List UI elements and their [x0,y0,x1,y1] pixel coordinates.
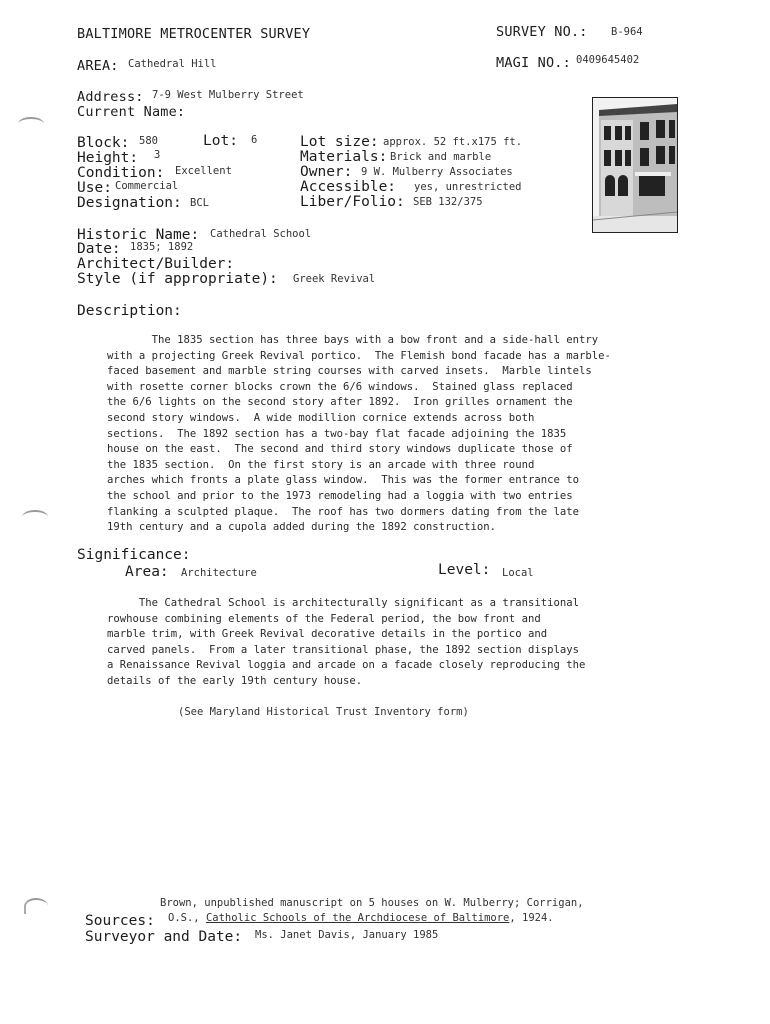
designation-value: BCL [190,197,209,209]
building-photo [592,97,678,233]
sources-title: Catholic Schools of the Archdiocese of Baltimore [205,912,510,924]
punch-hole-mark [18,117,44,131]
architect-label: Architect/Builder: [77,256,235,272]
area-value: Cathedral Hill [128,58,217,70]
description-label: Description: [77,303,182,319]
style-label: Style (if appropriate): [77,271,278,287]
significance-area-label: Area: [125,564,169,580]
level-value: Local [502,567,534,579]
designation-label: Designation: [77,195,182,211]
block-label: Block: [77,135,130,151]
date-label: Date: [77,241,121,257]
sources-prefix: O.S., [168,912,200,924]
lot-label: Lot: [203,133,238,149]
block-value: 580 [139,135,158,147]
address-label: Address: [77,89,144,105]
lot-size-label: Lot size: [300,134,379,150]
lot-value: 6 [251,134,258,146]
owner-label: Owner: [300,164,353,180]
sources-line1: Brown, unpublished manuscript on 5 houses on W. Mulberry; Corrigan, [160,897,584,909]
use-label: Use: [77,180,112,196]
liber-value: SEB 132/375 [413,196,483,208]
accessible-label: Accessible: [300,179,397,195]
date-value: 1835; 1892 [130,241,194,253]
sources-label: Sources: [85,913,155,929]
significance-label: Significance: [77,547,191,563]
survey-title: BALTIMORE METROCENTER SURVEY [77,26,311,42]
sources-suffix: , 1924. [509,912,554,924]
owner-value: 9 W. Mulberry Associates [361,166,513,178]
accessible-value: yes, unrestricted [414,181,522,193]
style-value: Greek Revival [293,273,376,285]
survey-no: B-964 [611,26,643,38]
significance-area-value: Architecture [181,567,257,579]
sources-line2 [168,912,554,924]
materials-label: Materials: [300,149,388,165]
historic-name-label: Historic Name: [77,227,200,243]
surveyor-value: Ms. Janet Davis, January 1985 [255,929,439,941]
condition-value: Excellent [175,165,232,177]
height-label: Height: [77,150,139,166]
survey-no-label: SURVEY NO.: [496,24,588,40]
materials-value: Brick and marble [390,151,492,163]
area-label: AREA: [77,58,119,74]
significance-text: The Cathedral School is architecturally significant as a transitional rowhouse combining elements of the Federal period, the bow front and marble trim, with Greek Revival decorative details in the portico and carved panels. From a later transitional phase, the 1892 section displays a Renaissance Revival loggia and arcade on a facade closely reproducing the details of the early 19th century house. [107,597,586,687]
surveyor-label: Surveyor and Date: [85,929,243,945]
use-value: Commercial [115,180,179,192]
description-text: The 1835 section has three bays with a bow front and a side-hall entry with a projecting Greek Revival portico. The Flemish bond facade has a marble- faced basement and marble string courses with carved insets. Marble lintels with rosette corner blocks crown the 6/6 windows. Stained glass replaced the 6/6 lights on the second story after 1892. Iron grilles ornament the second story windows. A wide modillion cornice extends across both sections. The 1892 section has a two-bay flat facade adjoining the 1835 house on the east. The second and third story windows duplicate those of the 1835 section. On the first story is an arcade with three round arches which fronts a plate glass window. This was the former entrance to the school and prior to the 1973 remodeling had a loggia with two entries flanking a sculpted plaque. The roof has two dormers dating from the late 19th century and a cupola added during the 1892 construction. [107,334,611,534]
inventory-note: (See Maryland Historical Trust Inventory form) [178,706,469,718]
magi-value: 0409645402 [576,54,640,66]
height-value: 3 [154,149,161,161]
punch-hole-mark [22,510,48,524]
historic-name-value: Cathedral School [210,228,312,240]
condition-label: Condition: [77,165,165,181]
liber-label: Liber/Folio: [300,194,405,210]
punch-hole-mark [24,898,48,914]
address-value: 7-9 West Mulberry Street [152,89,304,101]
current-name-label: Current Name: [77,104,186,120]
lot-size-value: approx. 52 ft.x175 ft. [383,136,523,148]
level-label: Level: [438,562,491,578]
magi-label: MAGI NO.: [496,55,571,71]
